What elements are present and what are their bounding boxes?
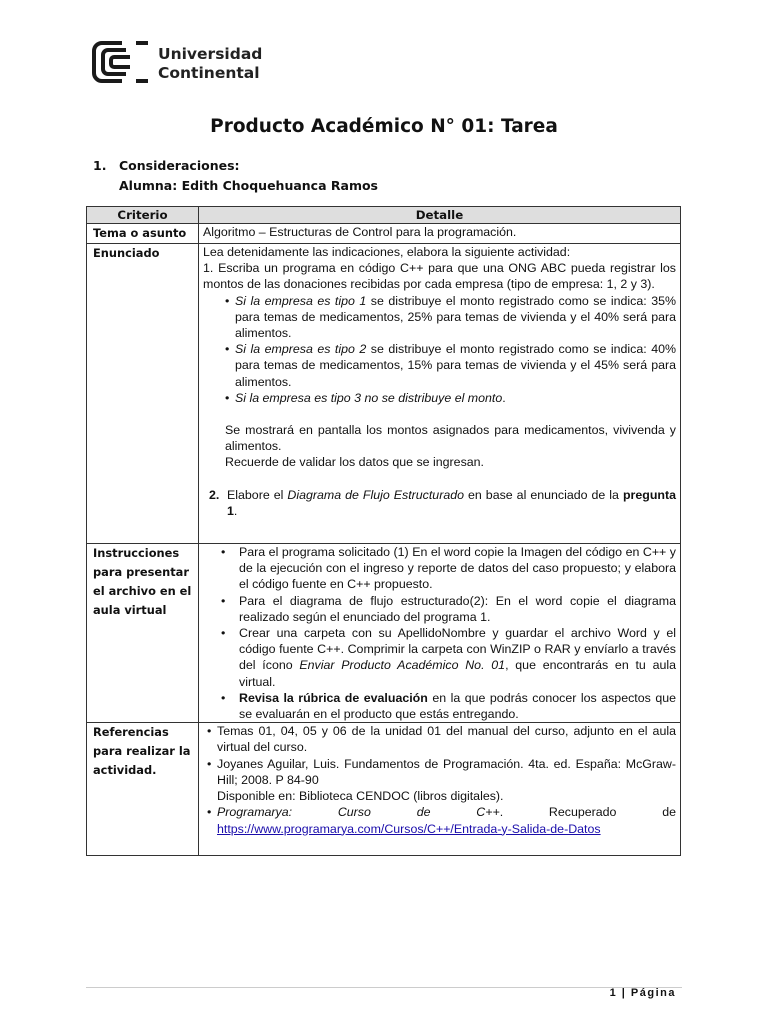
referencia-3 <box>203 804 676 836</box>
instruccion-3 <box>203 625 676 690</box>
logo-line2: Continental <box>158 64 260 82</box>
enunciado-bullet2 <box>203 341 676 390</box>
enunciado-bullet1 <box>203 293 676 342</box>
section-number: 1. <box>93 158 107 173</box>
instruccion-4-bold: Revisa la rúbrica de evaluación <box>239 690 428 705</box>
bullet2-italic: Si la empresa es tipo 2 <box>235 342 367 357</box>
item2-end: . <box>233 503 238 518</box>
bullet3-end: . <box>502 390 506 405</box>
referencia-3-italic: Programarya: Curso de C++ <box>217 805 500 820</box>
table-header-row <box>87 207 681 224</box>
referencia-2-availability: Disponible en: Biblioteca CENDOC (libros digitales). <box>217 789 504 804</box>
bullet3-italic: Si la empresa es tipo 3 no se distribuye el monto <box>235 390 503 405</box>
bullet1-text: se distribuye el monto registrado como se indica: 35% para temas de medicamentos, 25% para temas de vivienda y el 40% será para alimentos. <box>235 293 676 341</box>
referencia-3-text: . Recuperado de <box>499 805 676 820</box>
instruccion-3-text-a: Crear una carpeta con su ApellidoNombre y guardar el archivo Word y el código fuente C++. Comprimir la carpeta con WinZIP o RAR y envíarlo a través del ícono <box>239 626 676 673</box>
header-detalle: Detalle <box>199 207 681 224</box>
student-name: Alumna: Edith Choquehuanca Ramos <box>119 178 378 193</box>
referencia-2: • Joyanes Aguilar, Luis. Fundamentos de Programación. 4ta. ed. España: McGraw-Hill; 2008. P 84-90 <box>203 756 676 788</box>
tema-text: Algoritmo – Estructuras de Control para la programación. <box>199 224 681 244</box>
enunciado-item1 <box>203 260 676 292</box>
logo-mark-icon <box>92 40 152 84</box>
item1-text: Escriba un programa en código C++ para que una ONG ABC pueda registrar los montos de las donaciones recibidas por cada empresa (tipo de empresa: 1, 2 y 3). <box>203 261 676 292</box>
bullet1-italic: Si la empresa es tipo 1 <box>235 293 367 308</box>
page-title: Producto Académico N° 01: Tarea <box>210 116 558 137</box>
enunciado-intro: Lea detenidamente las indicaciones, elabora la siguiente actividad: <box>203 245 571 259</box>
enunciado-paragraph1: Se mostrará en pantalla los montos asignados para medicamentos, vivivenda y alimentos. <box>225 423 676 454</box>
row-referencias <box>87 723 681 855</box>
header-criterio: Criterio <box>87 207 199 224</box>
instruccion-3-text-b: , que encontrarás en tu aula virtual. <box>239 658 676 689</box>
enunciado-item2 <box>203 487 676 519</box>
item2-bold: pregunta 1 <box>227 487 676 518</box>
enunciado-label: Enunciado <box>87 244 199 544</box>
university-logo <box>92 40 292 88</box>
instrucciones-detail <box>199 544 681 723</box>
instruccion-1: • Para el programa solicitado (1) En el word copie la Imagen del código en C++ y de la ejecución con el ingreso y reporte de datos del caso propuesto; y elabora el código fuente en C++ propuesto. <box>203 544 676 593</box>
referencia-3-link[interactable]: https://www.programarya.com/Cursos/C++/Entrada-y-Salida-de-Datos <box>217 821 601 836</box>
referencias-label: Referencias para realizar la actividad. <box>87 723 199 855</box>
enunciado-paragraph2: Recuerde de validar los datos que se ingresan. <box>225 455 484 470</box>
instruccion-2: • Para el diagrama de flujo estructurado(2): En el word copie el diagrama realizado según el enunciado del programa 1. <box>203 593 676 625</box>
row-instrucciones <box>87 544 681 723</box>
item1-number: 1. <box>203 261 214 276</box>
referencia-1: • Temas 01, 04, 05 y 06 de la unidad 01 del manual del curso, adjunto en el aula virtual del curso. <box>203 723 676 755</box>
page-number: 1 | Página <box>609 987 676 999</box>
item2-text-b: en base al enunciado de la <box>464 487 623 502</box>
instrucciones-label: Instrucciones para presentar el archivo en el aula virtual <box>87 544 199 723</box>
footer-divider <box>86 987 682 988</box>
section-considerations <box>93 156 378 196</box>
instruccion-3-italic: Enviar Producto Académico No. 01 <box>299 658 506 673</box>
item2-number: 2. <box>209 487 220 502</box>
logo-text <box>158 45 262 83</box>
instruccion-4-text: en la que podrás conocer los aspectos que se evaluarán en el producto que estás entregando. <box>239 690 676 722</box>
enunciado-bullet3 <box>203 390 676 406</box>
row-enunciado <box>87 244 681 544</box>
criteria-table <box>86 206 681 856</box>
item2-text-a: Elabore el <box>227 487 288 502</box>
section-heading: Consideraciones: <box>119 158 240 173</box>
bullet2-text: se distribuye el monto registrado como se indica: 40% para temas de medicamentos, 15% para temas de vivienda y el 45% será para alimentos. <box>235 342 676 389</box>
row-tema <box>87 224 681 244</box>
referencias-detail <box>199 723 681 855</box>
tema-label: Tema o asunto <box>87 224 199 244</box>
enunciado-detail <box>199 244 681 544</box>
item2-italic: Diagrama de Flujo Estructurado <box>287 487 464 502</box>
logo-line1: Universidad <box>158 45 263 63</box>
instruccion-4 <box>203 690 676 722</box>
